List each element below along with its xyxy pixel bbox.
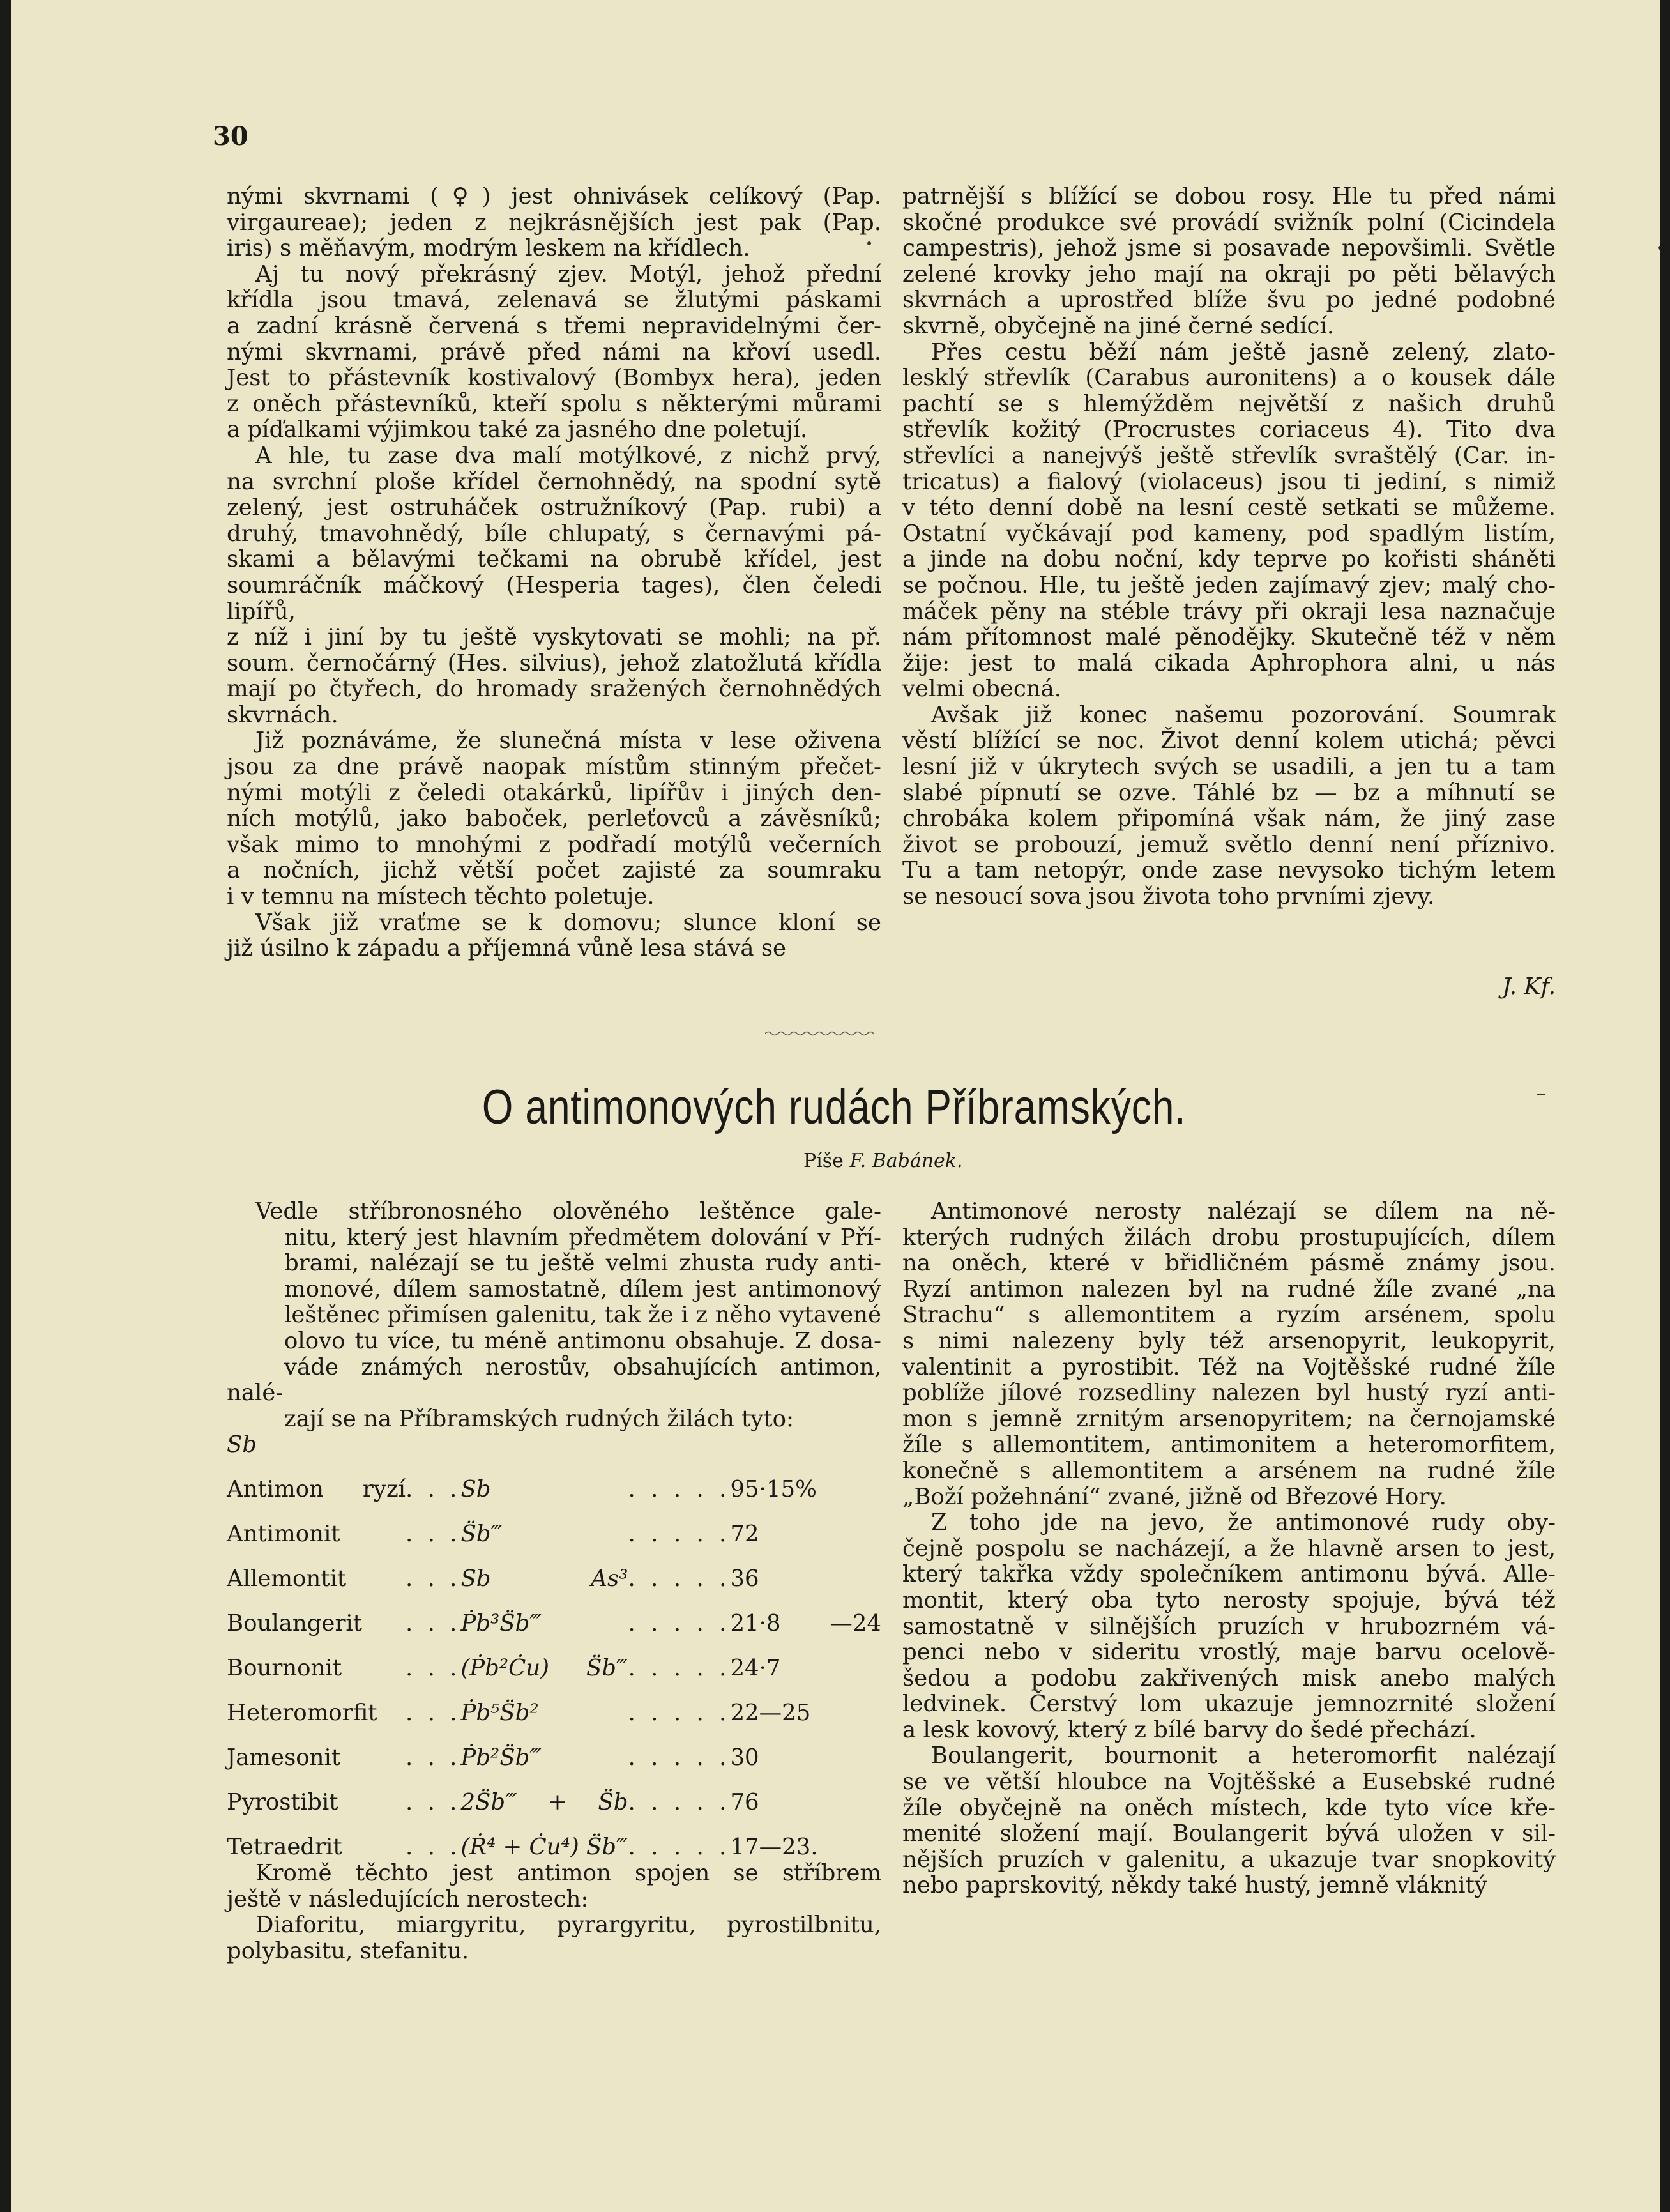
text-line: Jest to přástevník kostivalový (Bombyx hera), jeden	[227, 365, 881, 392]
text-line: pachtí se s hlemýžděm největší z našich druhů	[902, 390, 1556, 417]
mineral-name: Antimon ryzí	[227, 1476, 406, 1503]
column-2	[902, 184, 1556, 910]
text-line: monové, dílem samostatně, dílem jest antimonový	[284, 1276, 881, 1302]
text-line: v této denní době na lesní cestě setkati se můžeme.	[902, 494, 1556, 521]
text-line: skvrně, obyčejně na jiné černé sedící.	[902, 312, 1335, 339]
table-row	[227, 1458, 881, 1503]
mineral-value: 24·7	[730, 1655, 781, 1682]
mineral-formula: (Ṙ⁴ + Ċu⁴) S̈b‴	[460, 1834, 628, 1861]
text-line: a nočních, jichž větší počet zajisté za soumraku	[227, 857, 881, 884]
mineral-name: Pyrostibit	[227, 1789, 338, 1816]
text-line: nými motýli z čeledi otakárků, lipířův i jiných den-	[227, 779, 881, 806]
author-name: F. Babánek.	[849, 1150, 963, 1172]
leader-dots: . . .	[406, 1700, 461, 1727]
table-row	[227, 1682, 881, 1727]
text-line: „Boží požehnání“ zvané, jižně od Březové Hory.	[902, 1483, 1446, 1510]
text-line: Boulangerit, bournonit a heteromorfit nalézají	[931, 1743, 1556, 1769]
text-line: Z toho jde na jevo, že antimonové rudy oby-	[931, 1509, 1556, 1536]
text-line: žije: jest to malá cikada Aphrophora alni, u nás	[902, 650, 1556, 676]
text-line: valentinit a pyrostibit. Též na Vojtěšské rudné žíle	[902, 1354, 1556, 1380]
mineral-formula: 2S̈b‴ + S̈b	[460, 1789, 628, 1816]
leader-dots: . . . . .	[628, 1744, 731, 1771]
mineral-formula: Ṗb⁵S̈b²	[460, 1700, 539, 1727]
text-line: Antimonové nerosty nalézají se dílem na ně-	[931, 1198, 1556, 1224]
leader-dots: . . . . .	[628, 1521, 731, 1548]
mineral-formula: Sb	[460, 1476, 491, 1503]
text-line: jsou za dne právě naopak místům stinným přečet-	[227, 754, 881, 781]
text-line: nebo paprskovitý, někdy také hustý, jemně vláknitý	[902, 1872, 1487, 1899]
sb-column-header: Sb	[227, 1431, 257, 1458]
text-line: váde známých nerostův, obsahujících antimon, nalé-	[227, 1354, 881, 1407]
text-line: Vedle stříbronosného olověného leštěnce gale-	[255, 1198, 881, 1224]
mineral-value: 76	[730, 1789, 759, 1816]
text-line: ních motýlů, jako baboček, perleťovců a závěsníků;	[227, 805, 881, 832]
text-line: skvrnách a uprostřed blíže švu po jedné podobné	[902, 287, 1556, 314]
paragraph	[227, 1912, 881, 1964]
table-row	[227, 1637, 881, 1682]
text-line: campestris), jehož jsme si posavade nepovšimli. Světle	[902, 235, 1556, 262]
text-line: poblíže jílové rozsedliny nalezen byl hustý ryzí anti-	[902, 1380, 1556, 1407]
paragraph	[902, 1510, 1556, 1743]
paragraph	[902, 1743, 1556, 1899]
paragraph	[902, 340, 1556, 703]
text-line: a lesk kovový, který z bílé barvy do šedé přechází.	[902, 1716, 1476, 1743]
text-line: žíle obyčejně na oněch místech, kde tyto více kře-	[902, 1794, 1556, 1821]
text-line: Již poznáváme, že slunečná místa v lese oživena	[255, 728, 881, 754]
mineral-name: Boulangerit	[227, 1610, 363, 1637]
text-line: kterých rudných žilách drobu prostupujících, dílem	[902, 1224, 1556, 1251]
mineral-formula: Ṗb²S̈b‴	[460, 1744, 542, 1771]
text-line: chrobáka kolem připomíná však nám, že jiný zase	[902, 805, 1556, 832]
text-line: křídla jsou tmavá, zelenavá se žlutými páskami	[227, 287, 881, 314]
text-line: druhý, tmavohnědý, bíle chlupatý, s černavými pá-	[227, 520, 881, 547]
table-row	[227, 1548, 881, 1592]
column-3	[227, 1199, 881, 1964]
paragraph	[227, 184, 881, 262]
leader-dots: . . .	[406, 1476, 461, 1503]
text-line: z níž i jiní by tu ještě vyskytovati se mohli; na př.	[227, 624, 881, 651]
text-line: mon s jemně zrnitým arsenopyritem; na černojamské	[902, 1405, 1556, 1432]
text-line: a zadní krásně červená s třemi nepravidelnými čer-	[227, 312, 881, 339]
column-1	[227, 184, 881, 962]
signature: J. Kf.	[1502, 973, 1556, 1000]
text-line: který takřka vždy společníkem antimonu bývá. Alle-	[902, 1561, 1556, 1588]
text-line: na svrchní ploše křídel černohnědý, na spodní sytě	[227, 468, 881, 495]
paragraph	[227, 728, 881, 910]
text-line: zají se na Příbramských rudných žilách tyto:	[284, 1405, 794, 1432]
text-line: nými skvrnami (♀) jest ohnivásek celíkový (Pap.	[227, 183, 881, 210]
text-line: Diaforitu, miargyritu, pyrargyritu, pyrostilbnitu,	[255, 1912, 881, 1939]
text-line: ledvinek. Čerstvý lom ukazuje jemnozrnité složení	[902, 1691, 1556, 1718]
leader-dots: . . .	[406, 1834, 461, 1861]
mineral-value: 21·8 —24	[730, 1610, 881, 1637]
paragraph	[227, 262, 881, 443]
table-row	[227, 1592, 881, 1637]
column-3-after	[227, 1861, 881, 1964]
leader-dots: . . . . .	[628, 1655, 731, 1682]
text-line: tricatus) a fialový (violaceus) jsou ti jediní, s nimiž	[902, 468, 1556, 495]
text-line: samostatně v silnějších pruzích v hrubozrném vá-	[902, 1613, 1556, 1640]
text-line: skvrnách.	[227, 701, 338, 728]
paragraph	[227, 443, 881, 729]
mineral-name: Allemontit	[227, 1566, 347, 1592]
text-line: Avšak již konec našemu pozorování. Soumrak	[931, 701, 1556, 728]
text-line: ještě v následujících nerostech:	[227, 1886, 589, 1912]
text-line: montit, který oba tyto nerosty spojuje, bývá též	[902, 1587, 1556, 1613]
text-line: Ryzí antimon nalezen byl na rudné žíle zvané „na	[902, 1276, 1556, 1302]
leader-dots: . . . . .	[628, 1834, 731, 1861]
author-prefix: Píše	[803, 1150, 844, 1172]
text-line: polybasitu, stefanitu.	[227, 1937, 469, 1964]
mineral-value: 36	[730, 1566, 759, 1592]
text-line: již úsilno k západu a příjemná vůně lesa stává se	[227, 935, 787, 962]
article-title: O antimonových rudách Příbramských.	[482, 1080, 1187, 1134]
table-row	[227, 1816, 881, 1861]
leader-dots: . . .	[406, 1655, 461, 1682]
text-line: Tu a tam netopýr, onde zase nevysoko tichým letem	[902, 857, 1556, 884]
text-line: lesklý střevlík (Carabus auronitens) a o kousek dále	[902, 365, 1556, 392]
mineral-formula: Ṗb³S̈b‴	[460, 1610, 542, 1637]
text-line: nitu, který jest hlavním předmětem dolování v Pří-	[284, 1224, 881, 1251]
text-line: patrnější s blížící se dobou rosy. Hle tu před námi	[902, 183, 1556, 210]
speck	[1658, 246, 1660, 250]
author-line	[803, 1150, 963, 1172]
intro-paragraph	[227, 1199, 881, 1432]
text-line: velmi obecná.	[902, 676, 1062, 703]
page-number: 30	[213, 121, 248, 151]
text-line: střevlík kožitý (Procrustes coriaceus 4). Tito dva	[902, 416, 1556, 443]
mineral-name: Heteromorfit	[227, 1700, 377, 1727]
table-row	[227, 1727, 881, 1771]
mineral-name: Antimonit	[227, 1521, 340, 1548]
mineral-formula: (Ṗb²Ċu) S̈b‴	[460, 1655, 628, 1682]
table-row	[227, 1771, 881, 1816]
wavy-separator	[765, 1030, 874, 1037]
text-line: máček pěny na stéble trávy při okraji lesa naznačuje	[902, 598, 1556, 625]
text-line: virgaureae); jeden z nejkrásnějších jest pak (Pap.	[227, 209, 881, 236]
text-line: soum. černočárný (Hes. silvius), jehož zlatožlutá křídla	[227, 650, 881, 676]
leader-dots: . . . . .	[628, 1610, 731, 1637]
text-line: slabé pípnutí se ozve. Táhlé bz — bz a míhnutí se	[902, 779, 1556, 806]
text-line: Kromě těchto jest antimon spojen se stříbrem	[255, 1859, 881, 1886]
leader-dots: . . .	[406, 1610, 461, 1637]
leader-dots: . . .	[406, 1744, 461, 1771]
text-line: Ostatní vyčkávají pod kameny, pod spadlým listím,	[902, 520, 1556, 547]
paragraph	[902, 1199, 1556, 1510]
text-line: se ve větší hloubce na Vojtěšské a Eusebské rudné	[902, 1769, 1556, 1796]
column-4	[902, 1199, 1556, 1899]
text-line: Přes cestu běží nám ještě jasně zelený, zlato-	[931, 339, 1556, 365]
leader-dots: . . . . .	[628, 1789, 731, 1816]
page	[11, 0, 1660, 2212]
paragraph	[902, 184, 1556, 340]
text-line: menité složení mají. Boulangerit bývá uložen v sil-	[902, 1820, 1556, 1847]
text-line: skočné produkce své provádí svižník polní (Cicindela	[902, 209, 1556, 236]
leader-dots: . . .	[406, 1521, 461, 1548]
text-line: z oněch přástevníků, kteří spolu s některými můrami	[227, 390, 881, 417]
text-line: se počnou. Hle, tu ještě jeden zajímavý zjev; malý cho-	[902, 572, 1556, 599]
mineral-table	[227, 1458, 881, 1861]
text-line: Strachu“ s allemontitem a ryzím arsénem, spolu	[902, 1302, 1556, 1329]
text-line: A hle, tu zase dva malí motýlkové, z nichž prvý,	[255, 442, 881, 469]
text-line: a píďalkami výjimkou také za jasného dne poletují.	[227, 416, 808, 443]
paragraph	[227, 1861, 881, 1912]
text-line: iris) s měňavým, modrým leskem na křídlech.	[227, 235, 750, 262]
text-line: Však již vraťme se k domovu; slunce kloní se	[255, 909, 881, 936]
mineral-formula: Sb As³	[460, 1566, 628, 1592]
text-line: nějších pruzích v galenitu, a ukazuje tvar snopkovitý	[902, 1846, 1556, 1873]
text-line: olovo tu více, tu méně antimonu obsahuje. Z dosa-	[284, 1327, 881, 1354]
paragraph	[227, 910, 881, 962]
leader-dots: . . . . .	[628, 1566, 731, 1592]
mineral-name: Jamesonit	[227, 1744, 341, 1771]
paragraph	[902, 703, 1556, 910]
mineral-name: Tetraedrit	[227, 1834, 342, 1861]
leader-dots: . . . . .	[628, 1700, 731, 1727]
text-line: na oněch, které v břidličném pásmě známy jsou.	[902, 1250, 1556, 1277]
text-line: leštěnec přimísen galenitu, tak že i z něho vytavené	[284, 1302, 881, 1329]
text-line: však mimo to mnohými z podřadí motýlů večerních	[227, 831, 881, 858]
text-line: mají po čtyřech, do hromady sražených černohnědých	[227, 676, 881, 703]
mineral-name: Bournonit	[227, 1655, 342, 1682]
mineral-formula: S̈b‴	[460, 1521, 503, 1548]
text-line: skami a bělavými tečkami na obrubě křídel, jest	[227, 546, 881, 573]
text-line: se nesoucí sova jsou života toho prvními zjevy.	[902, 883, 1435, 910]
text-line: šedou a podobu zakřivených misk anebo malých	[902, 1665, 1556, 1691]
leader-dots: . . .	[406, 1789, 461, 1816]
table-row	[227, 1503, 881, 1548]
text-line: i v temnu na místech těchto poletuje.	[227, 883, 655, 910]
text-line: s nimi nalezeny byly též arsenopyrit, leukopyrit,	[902, 1327, 1556, 1354]
mineral-value: 22—25	[730, 1700, 811, 1727]
text-line: střevlíci a nanejvýš ještě střevlík svraštělý (Car. in-	[902, 442, 1556, 469]
text-line: věstí blížící se noc. Život denní kolem utichá; pěvci	[902, 728, 1556, 754]
text-line: žíle s allemontitem, antimonitem a heteromorfitem,	[902, 1431, 1556, 1458]
speck	[1537, 1094, 1545, 1095]
leader-dots: . . . . .	[628, 1476, 731, 1503]
text-line: nými skvrnami, právě před námi na křoví usedl.	[227, 339, 881, 365]
text-line: lesní již v úkrytech svých se usadili, a jen tu a tam	[902, 754, 1556, 781]
leader-dots: . . .	[406, 1566, 461, 1592]
text-line: Aj tu nový překrásný zjev. Motýl, jehož přední	[255, 261, 881, 287]
text-line: zelené krovky jeho mají na okraji po pěti bělavých	[902, 261, 1556, 287]
mineral-value: 17—23.	[730, 1834, 818, 1861]
mineral-value: 30	[730, 1744, 759, 1771]
speck	[867, 241, 871, 245]
text-line: konečně s allemontitem a arsénem na rudné žíle	[902, 1457, 1556, 1484]
text-line: nám přítomnost malé pěnodějky. Skutečně též v něm	[902, 624, 1556, 651]
text-line: a jinde na dobu noční, kdy teprve po kořisti sháněti	[902, 546, 1556, 573]
mineral-value: 72	[730, 1521, 759, 1548]
mineral-value: 95·15%	[730, 1476, 817, 1503]
text-line: soumráčník máčkový (Hesperia tages), člen čeledi lipířů,	[227, 572, 881, 625]
text-line: čejně pospolu se nacházejí, a že hlavně arsen to jest,	[902, 1535, 1556, 1562]
text-line: penci nebo v sideritu vrostlý, maje barvu ocelově-	[902, 1639, 1556, 1666]
text-line: zelený, jest ostruháček ostružníkový (Pap. rubi) a	[227, 494, 881, 521]
text-line: život se probouzí, jemuž světlo denní není příznivo.	[902, 831, 1556, 858]
text-line: brami, nalézají se tu ještě velmi zhusta rudy anti-	[284, 1250, 881, 1277]
